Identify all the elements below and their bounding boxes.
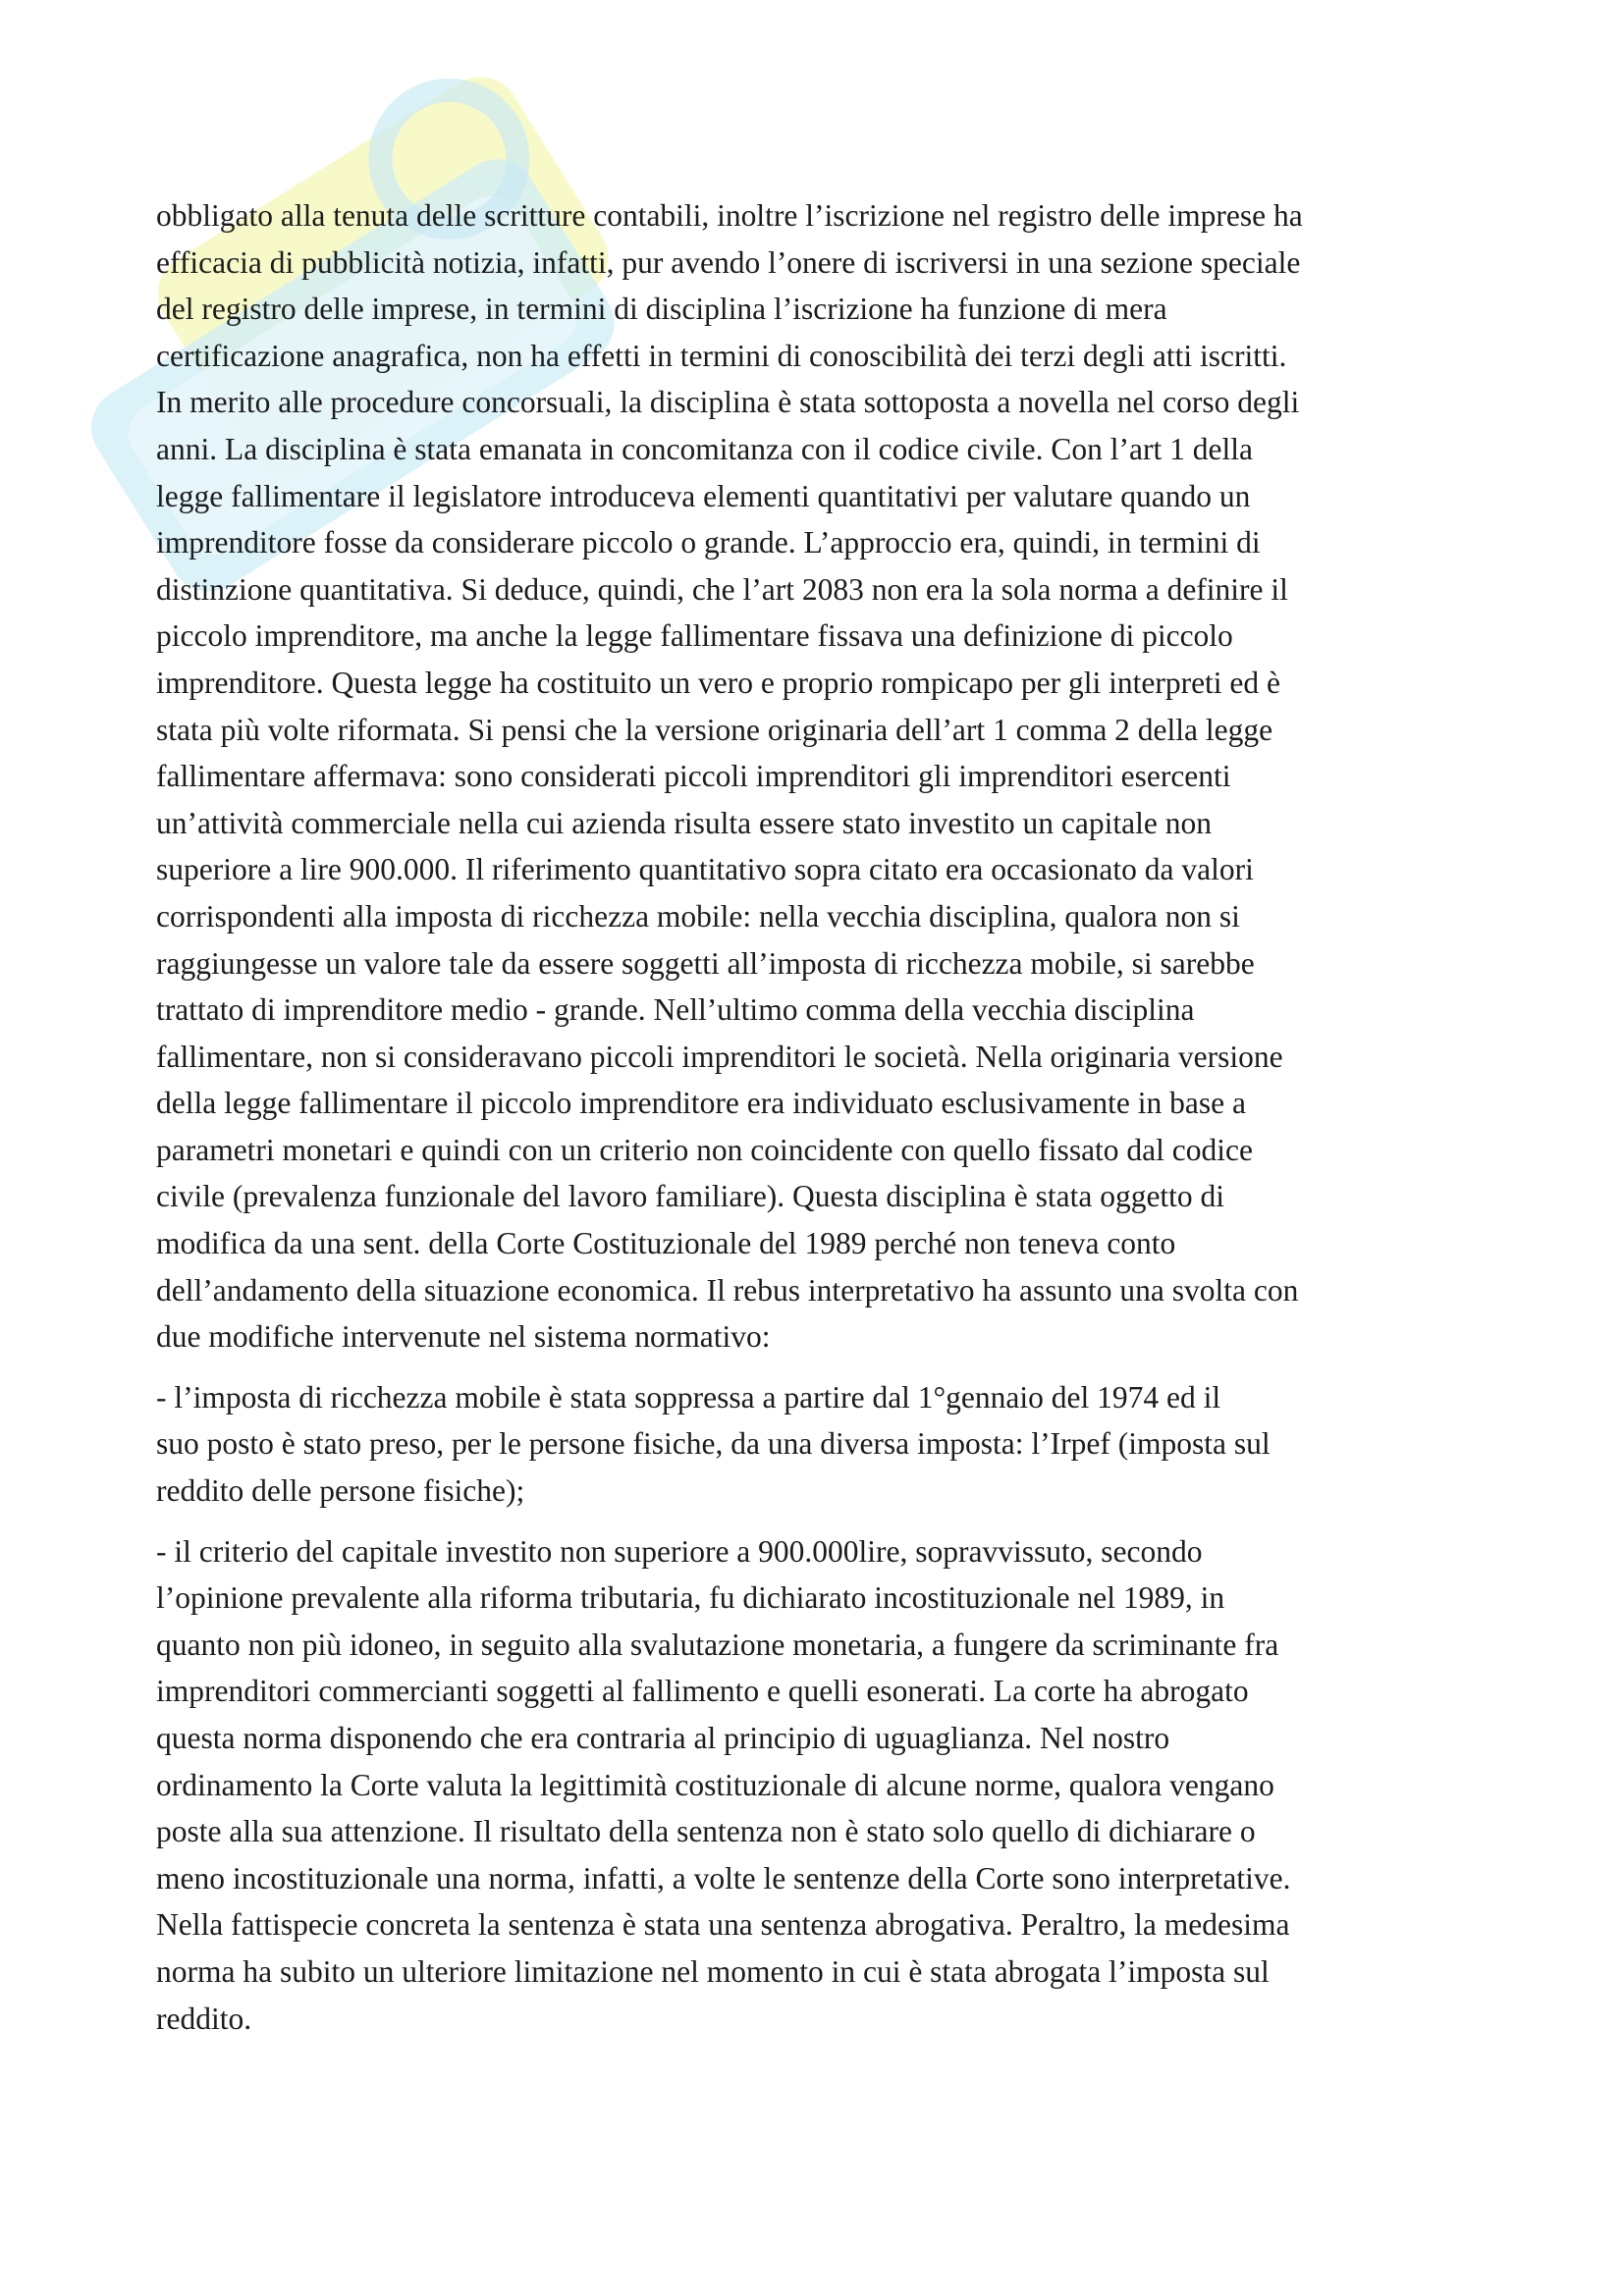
paragraph-bullet-capitale: - il criterio del capitale investito non superiore a 900.000lire, sopravvissuto, secondo l’opinione prevalente alla riforma tributaria, fu dichiarato incostituzionale nel 1989, in quanto non più idoneo, in seguito alla svalutazione monetaria, a fungere da scriminante fra imprenditori commercianti soggetti al fallimento e quelli esonerati. La corte ha abrogato questa norma disponendo che era contraria al principio di uguaglianza. Nel nostro ordinamento la Corte valuta la legittimità costituzionale di alcune norme, qualora vengano poste alla sua attenzione. Il risultato della sentenza non è stato solo quello di dichiarare o meno incostituzionale una norma, infatti, a volte le sentenze della Corte sono interpretative. Nella fattispecie concreta la sentenza è stata una sentenza abrogativa. Peraltro, la medesima norma ha subito un ulteriore limitazione nel momento in cui è stata abrogata l’imposta sul reddito.	[156, 1533, 1291, 2036]
paragraph-bullet-irpef: - l’imposta di ricchezza mobile è stata soppressa a partire dal 1°gennaio del 1974 ed il suo posto è stato preso, per le persone fisiche, da una diversa imposta: l’Irpef (imposta sul reddito delle persone fisiche);	[156, 1379, 1271, 1509]
paragraph-body: obbligato alla tenuta delle scritture contabili, inoltre l’iscrizione nel registro delle imprese ha efficacia di pubblicità notizia, infatti, pur avendo l’onere di iscriversi in una sezione speciale del registro delle imprese, in termini di disciplina l’iscrizione ha funzione di mera certificazione anagrafica, non ha effetti in termini di conoscibilità dei terzi degli atti iscritti. In merito alle procedure concorsuali, la disciplina è stata sottoposta a novella nel corso degli anni. La disciplina è stata emanata in concomitanza con il codice civile. Con l’art 1 della legge fallimentare il legislatore introduceva elementi quantitativi per valutare quando un imprenditore fosse da considerare piccolo o grande. L’approccio era, quindi, in termini di distinzione quantitativa. Si deduce, quindi, che l’art 2083 non era la sola norma a definire il piccolo imprenditore, ma anche la legge fallimentare fissava una definizione di piccolo imprenditore. Questa legge ha costituito un vero e proprio rompicapo per gli interpreti ed è stata più volte riformata. Si pensi che la versione originaria dell’art 1 comma 2 della legge fallimentare affermava: sono considerati piccoli imprenditori gli imprenditori esercenti un’attività commerciale nella cui azienda risulta essere stato investito un capitale non superiore a lire 900.000. Il riferimento quantitativo sopra citato era occasionato da valori corrispondenti alla imposta di ricchezza mobile: nella vecchia disciplina, qualora non si raggiungesse un valore tale da essere soggetti all’imposta di ricchezza mobile, si sarebbe trattato di imprenditore medio - grande. Nell’ultimo comma della vecchia disciplina fallimentare, non si consideravano piccoli imprenditori le società. Nella originaria versione della legge fallimentare il piccolo imprenditore era individuato esclusivamente in base a parametri monetari e quindi con un criterio non coincidente con quello fissato dal codice civile (prevalenza funzionale del lavoro familiare). Questa disciplina è stata oggetto di modifica da una sent. della Corte Costituzionale del 1989 perché non teneva conto dell’andamento della situazione economica. Il rebus interpretativo ha assunto una svolta con due modifiche intervenute nel sistema normativo:	[156, 198, 1303, 1355]
document-page	[156, 192, 1491, 2042]
